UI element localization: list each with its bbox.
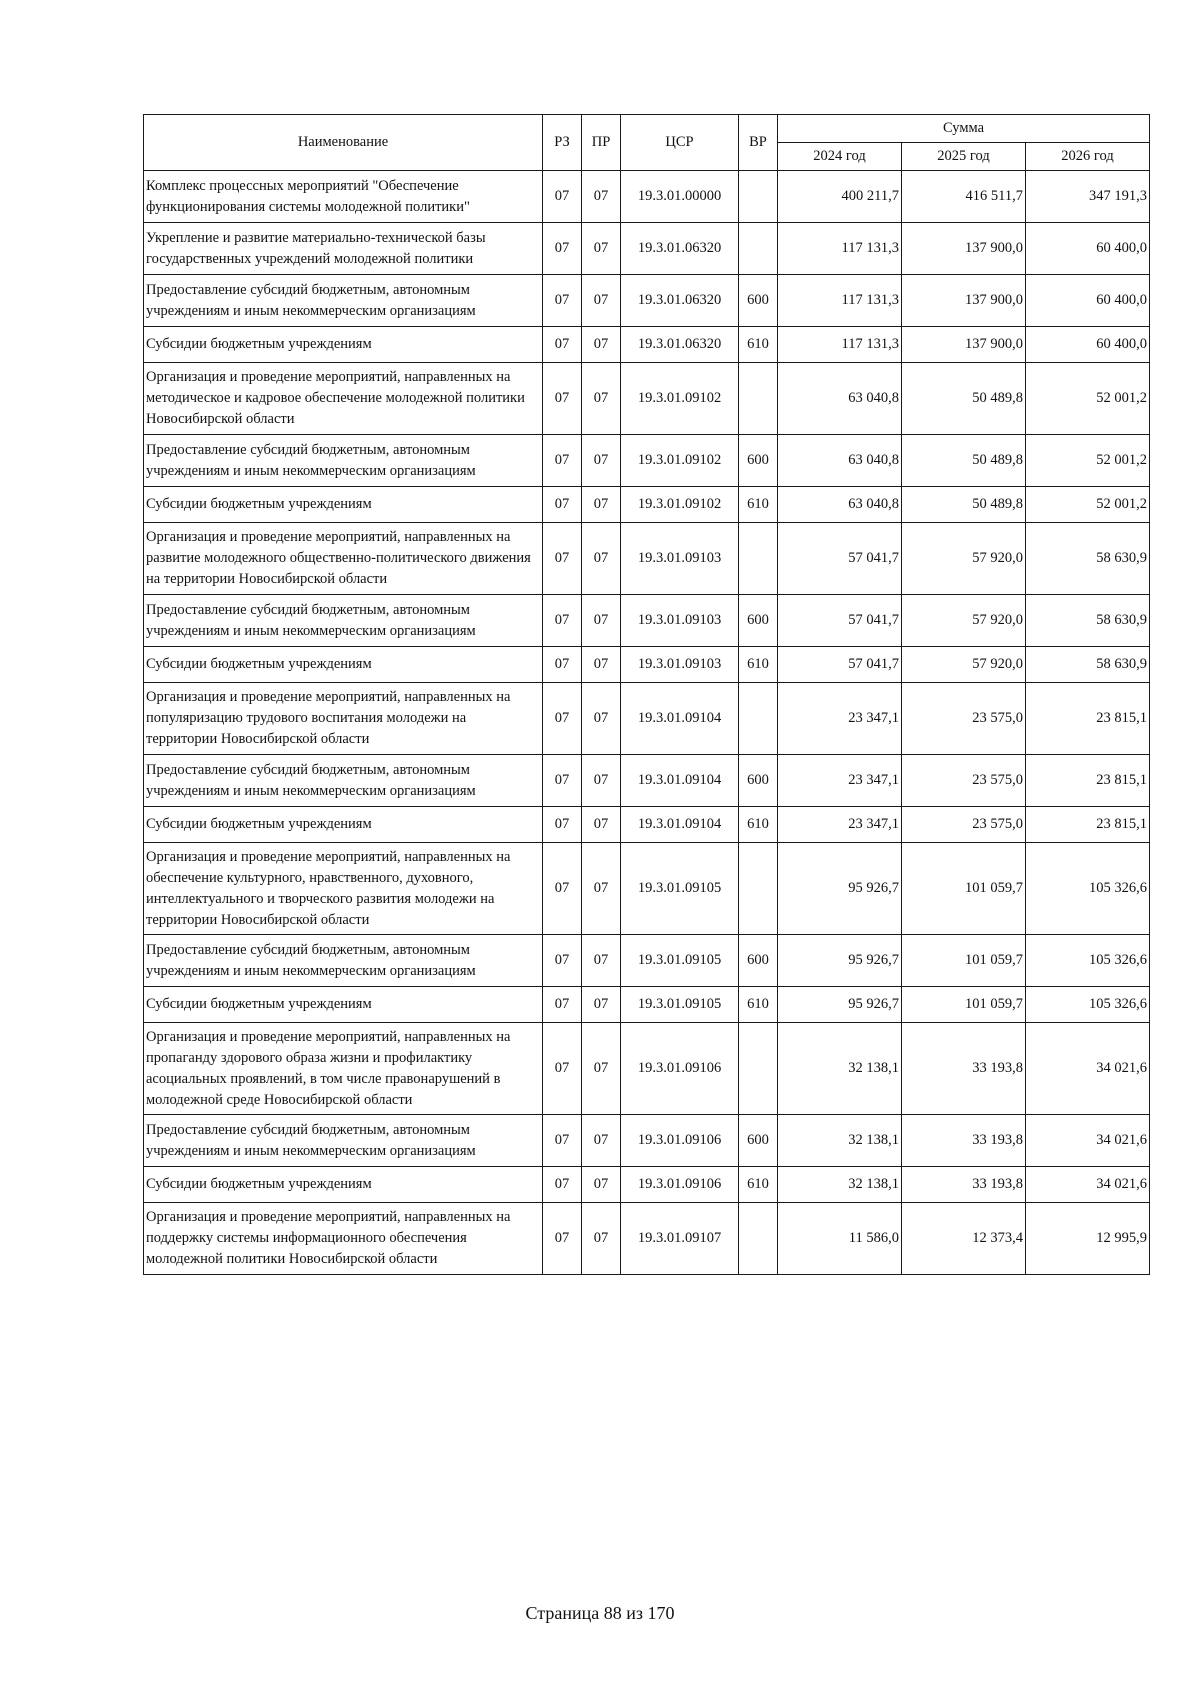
row-amount-2026: 52 001,2 xyxy=(1026,363,1150,435)
row-name: Организация и проведение мероприятий, направленных на обеспечение культурного, нравственного, духовного, интеллектуального и творческого развития молодежи на территории Новосибирской области xyxy=(144,843,543,935)
row-amount-2025: 33 193,8 xyxy=(902,1023,1026,1115)
row-csr: 19.3.01.09104 xyxy=(621,807,739,843)
row-vr: 610 xyxy=(739,327,778,363)
row-vr xyxy=(739,683,778,755)
row-csr: 19.3.01.09103 xyxy=(621,647,739,683)
header-rz: РЗ xyxy=(543,115,582,171)
row-pr: 07 xyxy=(582,171,621,223)
row-name: Предоставление субсидий бюджетным, автономным учреждениям и иным некоммерческим организациям xyxy=(144,435,543,487)
header-pr: ПР xyxy=(582,115,621,171)
row-name: Субсидии бюджетным учреждениям xyxy=(144,987,543,1023)
row-csr: 19.3.01.09105 xyxy=(621,935,739,987)
row-pr: 07 xyxy=(582,435,621,487)
row-pr: 07 xyxy=(582,807,621,843)
row-amount-2026: 347 191,3 xyxy=(1026,171,1150,223)
row-amount-2024: 95 926,7 xyxy=(778,987,902,1023)
row-pr: 07 xyxy=(582,1023,621,1115)
header-year-2026: 2026 год xyxy=(1026,143,1150,171)
row-amount-2026: 34 021,6 xyxy=(1026,1167,1150,1203)
row-vr: 610 xyxy=(739,1167,778,1203)
row-amount-2026: 23 815,1 xyxy=(1026,755,1150,807)
row-rz: 07 xyxy=(543,595,582,647)
row-amount-2025: 416 511,7 xyxy=(902,171,1026,223)
row-csr: 19.3.01.06320 xyxy=(621,275,739,327)
page-number: Страница 88 из 170 xyxy=(525,1603,675,1623)
row-vr xyxy=(739,523,778,595)
row-name: Субсидии бюджетным учреждениям xyxy=(144,487,543,523)
row-amount-2024: 32 138,1 xyxy=(778,1023,902,1115)
row-amount-2024: 95 926,7 xyxy=(778,935,902,987)
row-rz: 07 xyxy=(543,755,582,807)
row-vr: 600 xyxy=(739,1115,778,1167)
row-rz: 07 xyxy=(543,523,582,595)
row-csr: 19.3.01.09103 xyxy=(621,595,739,647)
row-amount-2026: 52 001,2 xyxy=(1026,487,1150,523)
row-amount-2024: 23 347,1 xyxy=(778,807,902,843)
row-amount-2025: 33 193,8 xyxy=(902,1115,1026,1167)
header-vr: ВР xyxy=(739,115,778,171)
row-vr xyxy=(739,843,778,935)
row-amount-2025: 23 575,0 xyxy=(902,755,1026,807)
row-pr: 07 xyxy=(582,327,621,363)
budget-table xyxy=(143,114,1150,1275)
header-year-2025: 2025 год xyxy=(902,143,1026,171)
row-rz: 07 xyxy=(543,1203,582,1275)
row-amount-2026: 34 021,6 xyxy=(1026,1023,1150,1115)
header-year-2024: 2024 год xyxy=(778,143,902,171)
table-header xyxy=(144,115,1150,171)
row-pr: 07 xyxy=(582,843,621,935)
row-rz: 07 xyxy=(543,171,582,223)
row-pr: 07 xyxy=(582,987,621,1023)
row-amount-2025: 23 575,0 xyxy=(902,683,1026,755)
row-vr: 610 xyxy=(739,487,778,523)
row-amount-2024: 117 131,3 xyxy=(778,275,902,327)
table-row xyxy=(144,1023,1150,1115)
row-vr: 600 xyxy=(739,935,778,987)
row-amount-2026: 58 630,9 xyxy=(1026,647,1150,683)
row-amount-2026: 105 326,6 xyxy=(1026,843,1150,935)
row-amount-2024: 32 138,1 xyxy=(778,1167,902,1203)
row-vr xyxy=(739,1203,778,1275)
row-amount-2024: 57 041,7 xyxy=(778,595,902,647)
row-amount-2025: 12 373,4 xyxy=(902,1203,1026,1275)
row-csr: 19.3.01.09102 xyxy=(621,363,739,435)
row-amount-2026: 12 995,9 xyxy=(1026,1203,1150,1275)
header-sum: Сумма xyxy=(778,115,1150,143)
row-name: Организация и проведение мероприятий, направленных на популяризацию трудового воспитания молодежи на территории Новосибирской области xyxy=(144,683,543,755)
row-amount-2025: 137 900,0 xyxy=(902,327,1026,363)
row-amount-2024: 57 041,7 xyxy=(778,647,902,683)
row-vr: 610 xyxy=(739,647,778,683)
row-amount-2024: 117 131,3 xyxy=(778,327,902,363)
row-amount-2026: 23 815,1 xyxy=(1026,683,1150,755)
row-pr: 07 xyxy=(582,935,621,987)
row-rz: 07 xyxy=(543,843,582,935)
row-name: Субсидии бюджетным учреждениям xyxy=(144,327,543,363)
row-csr: 19.3.01.06320 xyxy=(621,223,739,275)
row-pr: 07 xyxy=(582,487,621,523)
table-row xyxy=(144,1167,1150,1203)
row-amount-2024: 95 926,7 xyxy=(778,843,902,935)
row-vr: 610 xyxy=(739,987,778,1023)
table-row xyxy=(144,363,1150,435)
row-amount-2025: 137 900,0 xyxy=(902,223,1026,275)
row-rz: 07 xyxy=(543,223,582,275)
row-rz: 07 xyxy=(543,363,582,435)
row-amount-2024: 117 131,3 xyxy=(778,223,902,275)
table-row xyxy=(144,1115,1150,1167)
header-csr: ЦСР xyxy=(621,115,739,171)
row-rz: 07 xyxy=(543,1115,582,1167)
row-csr: 19.3.01.09106 xyxy=(621,1167,739,1203)
row-name: Предоставление субсидий бюджетным, автономным учреждениям и иным некоммерческим организациям xyxy=(144,275,543,327)
row-pr: 07 xyxy=(582,1203,621,1275)
row-pr: 07 xyxy=(582,1115,621,1167)
row-amount-2026: 23 815,1 xyxy=(1026,807,1150,843)
table-row xyxy=(144,171,1150,223)
table-row xyxy=(144,807,1150,843)
row-csr: 19.3.01.09103 xyxy=(621,523,739,595)
row-csr: 19.3.01.09104 xyxy=(621,755,739,807)
row-amount-2025: 101 059,7 xyxy=(902,843,1026,935)
row-pr: 07 xyxy=(582,363,621,435)
row-amount-2026: 60 400,0 xyxy=(1026,327,1150,363)
row-csr: 19.3.01.09102 xyxy=(621,435,739,487)
row-pr: 07 xyxy=(582,1167,621,1203)
row-rz: 07 xyxy=(543,647,582,683)
table-row xyxy=(144,595,1150,647)
table-row xyxy=(144,275,1150,327)
row-amount-2026: 105 326,6 xyxy=(1026,987,1150,1023)
row-amount-2024: 63 040,8 xyxy=(778,435,902,487)
row-rz: 07 xyxy=(543,935,582,987)
row-csr: 19.3.01.09107 xyxy=(621,1203,739,1275)
row-csr: 19.3.01.09104 xyxy=(621,683,739,755)
table-row xyxy=(144,683,1150,755)
row-amount-2024: 23 347,1 xyxy=(778,755,902,807)
row-csr: 19.3.01.09105 xyxy=(621,843,739,935)
row-pr: 07 xyxy=(582,595,621,647)
row-amount-2024: 11 586,0 xyxy=(778,1203,902,1275)
table-row xyxy=(144,487,1150,523)
row-pr: 07 xyxy=(582,647,621,683)
row-vr: 600 xyxy=(739,435,778,487)
row-amount-2024: 400 211,7 xyxy=(778,171,902,223)
table-row xyxy=(144,647,1150,683)
row-amount-2025: 101 059,7 xyxy=(902,987,1026,1023)
table-row xyxy=(144,523,1150,595)
row-amount-2026: 34 021,6 xyxy=(1026,1115,1150,1167)
row-pr: 07 xyxy=(582,683,621,755)
row-pr: 07 xyxy=(582,223,621,275)
row-name: Субсидии бюджетным учреждениям xyxy=(144,647,543,683)
row-amount-2024: 63 040,8 xyxy=(778,363,902,435)
row-csr: 19.3.01.09106 xyxy=(621,1023,739,1115)
row-amount-2026: 105 326,6 xyxy=(1026,935,1150,987)
row-amount-2025: 23 575,0 xyxy=(902,807,1026,843)
row-name: Субсидии бюджетным учреждениям xyxy=(144,1167,543,1203)
row-csr: 19.3.01.00000 xyxy=(621,171,739,223)
row-amount-2024: 32 138,1 xyxy=(778,1115,902,1167)
row-amount-2026: 52 001,2 xyxy=(1026,435,1150,487)
row-amount-2024: 23 347,1 xyxy=(778,683,902,755)
row-name: Комплекс процессных мероприятий "Обеспечение функционирования системы молодежной политики" xyxy=(144,171,543,223)
row-name: Организация и проведение мероприятий, направленных на развитие молодежного общественно-политического движения на территории Новосибирской области xyxy=(144,523,543,595)
row-name: Организация и проведение мероприятий, направленных на поддержку системы информационного обеспечения молодежной политики Новосибирской области xyxy=(144,1203,543,1275)
row-name: Укрепление и развитие материально-технической базы государственных учреждений молодежной политики xyxy=(144,223,543,275)
row-csr: 19.3.01.09106 xyxy=(621,1115,739,1167)
row-pr: 07 xyxy=(582,275,621,327)
row-name: Предоставление субсидий бюджетным, автономным учреждениям и иным некоммерческим организациям xyxy=(144,595,543,647)
table-row xyxy=(144,755,1150,807)
row-amount-2026: 60 400,0 xyxy=(1026,275,1150,327)
row-vr xyxy=(739,363,778,435)
row-name: Предоставление субсидий бюджетным, автономным учреждениям и иным некоммерческим организациям xyxy=(144,755,543,807)
row-vr xyxy=(739,171,778,223)
row-vr: 600 xyxy=(739,275,778,327)
table-row xyxy=(144,223,1150,275)
row-amount-2025: 57 920,0 xyxy=(902,647,1026,683)
row-pr: 07 xyxy=(582,523,621,595)
row-amount-2026: 58 630,9 xyxy=(1026,595,1150,647)
row-name: Субсидии бюджетным учреждениям xyxy=(144,807,543,843)
row-amount-2026: 58 630,9 xyxy=(1026,523,1150,595)
table-row xyxy=(144,1203,1150,1275)
row-name: Предоставление субсидий бюджетным, автономным учреждениям и иным некоммерческим организациям xyxy=(144,1115,543,1167)
row-amount-2024: 63 040,8 xyxy=(778,487,902,523)
row-pr: 07 xyxy=(582,755,621,807)
row-rz: 07 xyxy=(543,1023,582,1115)
row-csr: 19.3.01.06320 xyxy=(621,327,739,363)
row-vr: 600 xyxy=(739,595,778,647)
row-vr xyxy=(739,1023,778,1115)
row-amount-2025: 50 489,8 xyxy=(902,487,1026,523)
row-amount-2025: 57 920,0 xyxy=(902,523,1026,595)
row-rz: 07 xyxy=(543,275,582,327)
row-amount-2025: 33 193,8 xyxy=(902,1167,1026,1203)
row-vr xyxy=(739,223,778,275)
row-rz: 07 xyxy=(543,987,582,1023)
table-body xyxy=(144,171,1150,1275)
row-rz: 07 xyxy=(543,487,582,523)
row-amount-2026: 60 400,0 xyxy=(1026,223,1150,275)
table-row xyxy=(144,327,1150,363)
row-rz: 07 xyxy=(543,807,582,843)
row-name: Организация и проведение мероприятий, направленных на пропаганду здорового образа жизни и профилактику асоциальных проявлений, в том числе правонарушений в молодежной среде Новосибирской области xyxy=(144,1023,543,1115)
table-row xyxy=(144,987,1150,1023)
row-rz: 07 xyxy=(543,435,582,487)
row-rz: 07 xyxy=(543,1167,582,1203)
header-name: Наименование xyxy=(144,115,543,171)
row-amount-2025: 101 059,7 xyxy=(902,935,1026,987)
row-csr: 19.3.01.09102 xyxy=(621,487,739,523)
row-csr: 19.3.01.09105 xyxy=(621,987,739,1023)
row-name: Организация и проведение мероприятий, направленных на методическое и кадровое обеспечение молодежной политики Новосибирской области xyxy=(144,363,543,435)
table-row xyxy=(144,935,1150,987)
row-vr: 600 xyxy=(739,755,778,807)
row-amount-2025: 50 489,8 xyxy=(902,435,1026,487)
row-rz: 07 xyxy=(543,327,582,363)
row-amount-2025: 137 900,0 xyxy=(902,275,1026,327)
row-rz: 07 xyxy=(543,683,582,755)
row-amount-2024: 57 041,7 xyxy=(778,523,902,595)
row-vr: 610 xyxy=(739,807,778,843)
row-amount-2025: 50 489,8 xyxy=(902,363,1026,435)
row-amount-2025: 57 920,0 xyxy=(902,595,1026,647)
table-row xyxy=(144,843,1150,935)
row-name: Предоставление субсидий бюджетным, автономным учреждениям и иным некоммерческим организациям xyxy=(144,935,543,987)
table-row xyxy=(144,435,1150,487)
